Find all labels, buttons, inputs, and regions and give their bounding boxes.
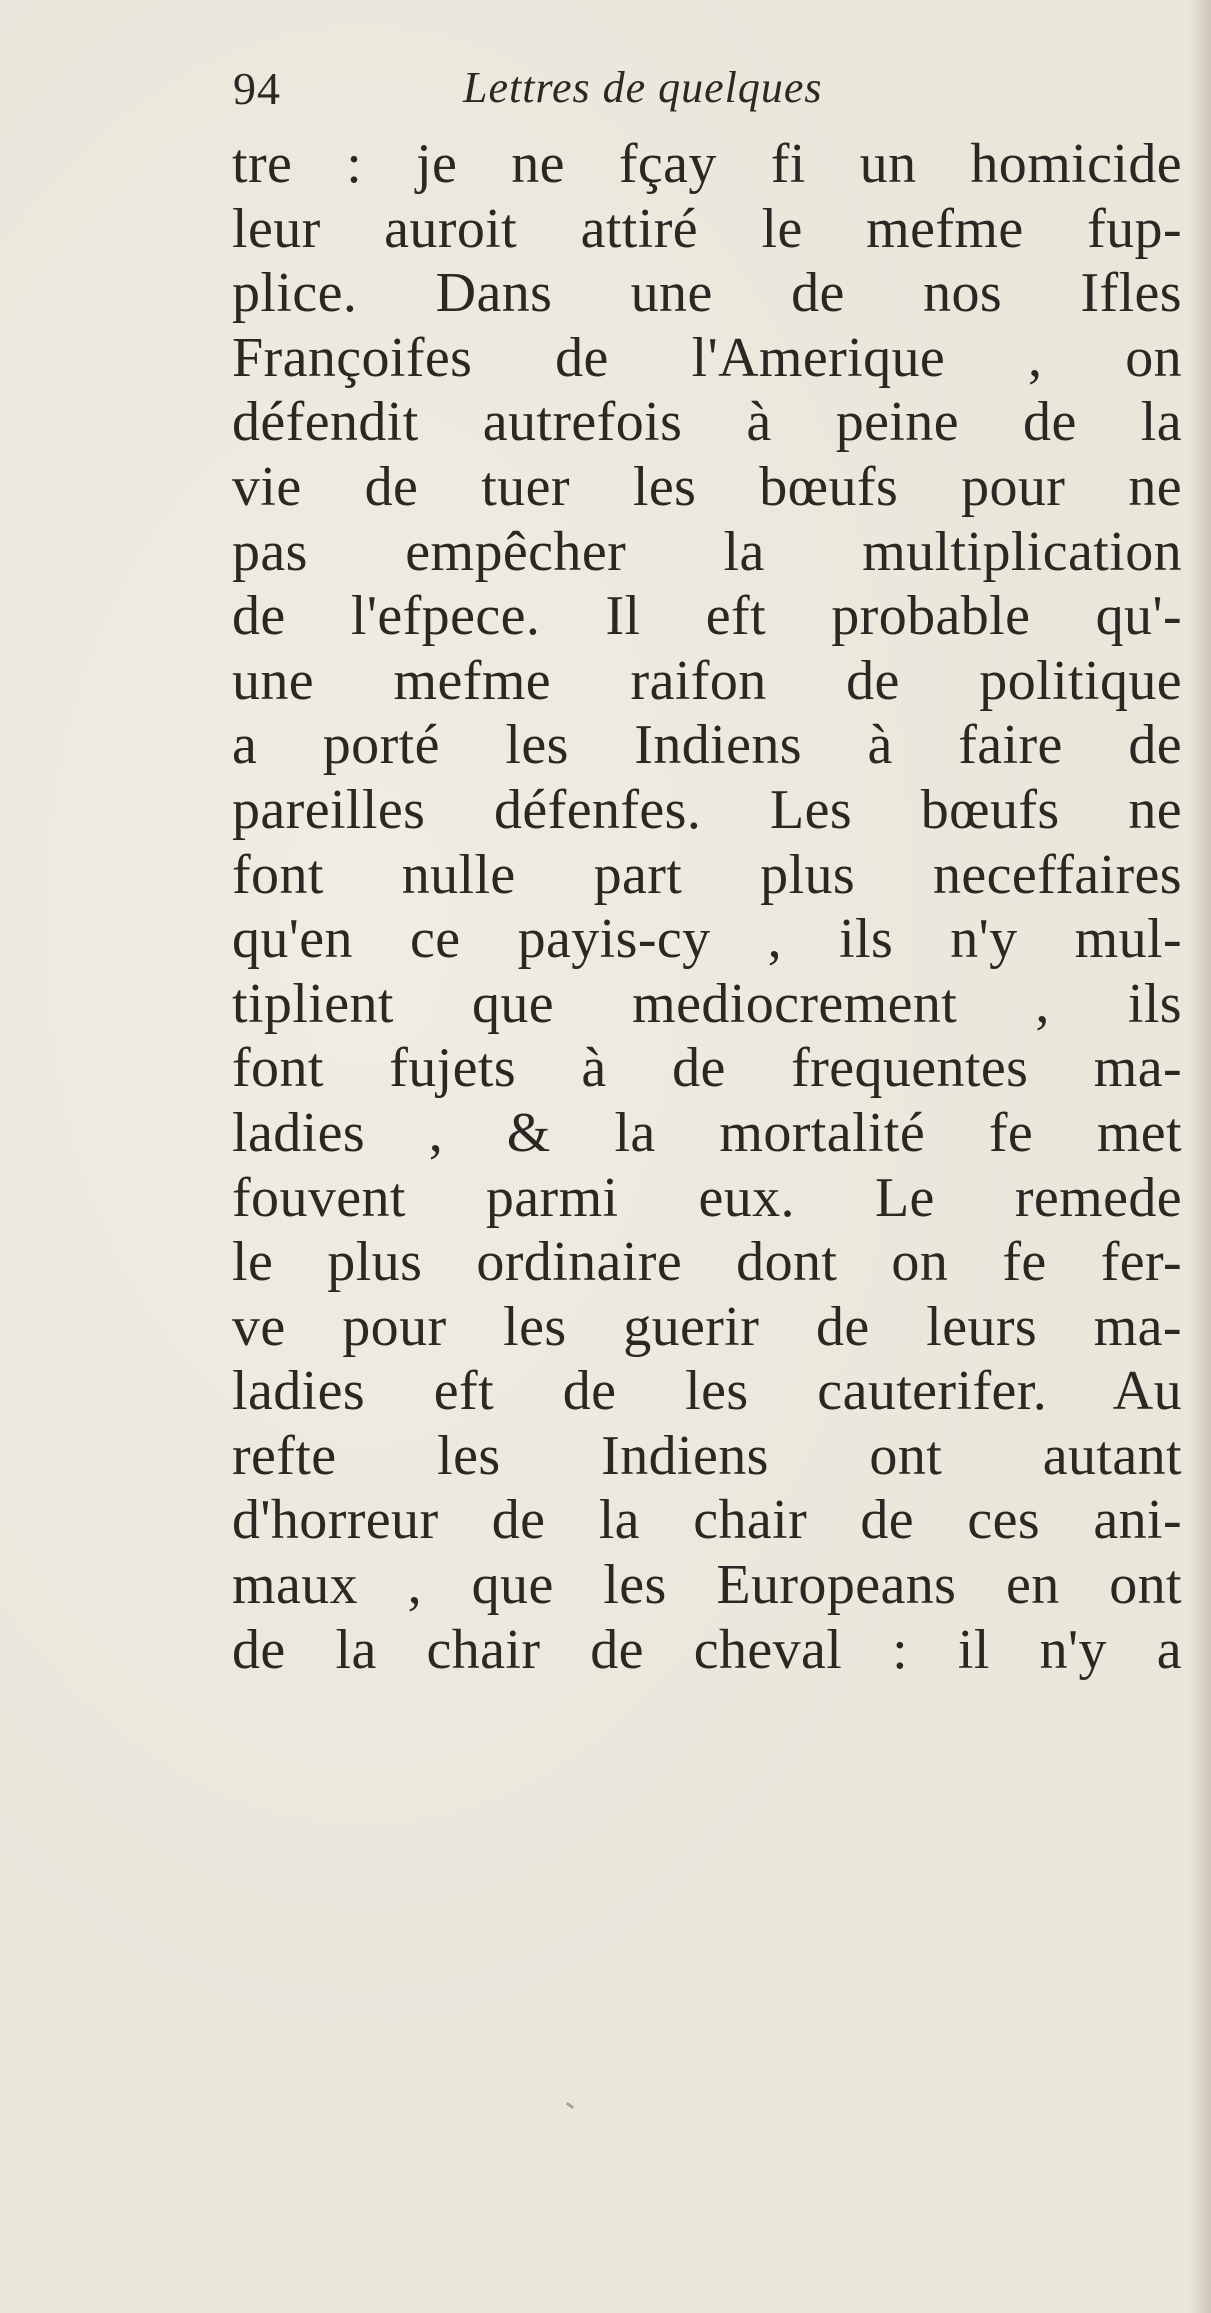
text-line: le plus ordinaire dont on fe fer- [232,1231,1182,1294]
text-line: a porté les Indiens à faire de [232,714,1182,777]
text-line: pareilles défenfes. Les bœufs ne [232,778,1182,841]
text-line: maux , que les Europeans en ont [232,1554,1182,1617]
text-line: leur auroit attiré le mefme fup- [232,197,1182,260]
text-line: font fujets à de frequentes ma- [232,1037,1182,1100]
body-text [232,132,1182,1682]
text-line: pas empêcher la multiplication [232,520,1182,583]
text-line: de la chair de cheval : il n'y a [232,1618,1182,1681]
text-line: Françoifes de l'Amerique , on [232,326,1182,389]
page-number: 94 [233,63,281,114]
text-line: ladies , & la mortalité fe met [232,1101,1182,1164]
text-line: défendit autrefois à peine de la [232,391,1182,454]
text-line: tre : je ne fçay fi un homicide [232,133,1182,195]
text-line: qu'en ce payis-cy , ils n'y mul- [232,908,1182,971]
text-line: ve pour les guerir de leurs ma- [232,1295,1182,1358]
text-line: ladies eft de les cauterifer. Au [232,1360,1182,1423]
text-line: de l'efpece. Il eft probable qu'- [232,585,1182,648]
ink-mark [566,2102,574,2109]
running-title: Lettres de quelques [463,63,823,112]
text-line: refte les Indiens ont autant [232,1424,1182,1487]
text-line: une mefme raifon de politique [232,649,1182,712]
page-gutter-shadow [1189,0,1211,2313]
text-line: fouvent parmi eux. Le remede [232,1166,1182,1229]
text-line: tiplient que mediocrement , ils [232,972,1182,1035]
text-line: plice. Dans une de nos Ifles [232,262,1182,325]
text-line: d'horreur de la chair de ces ani- [232,1489,1182,1552]
text-line: font nulle part plus neceffaires [232,843,1182,906]
text-line: vie de tuer les bœufs pour ne [232,455,1182,518]
